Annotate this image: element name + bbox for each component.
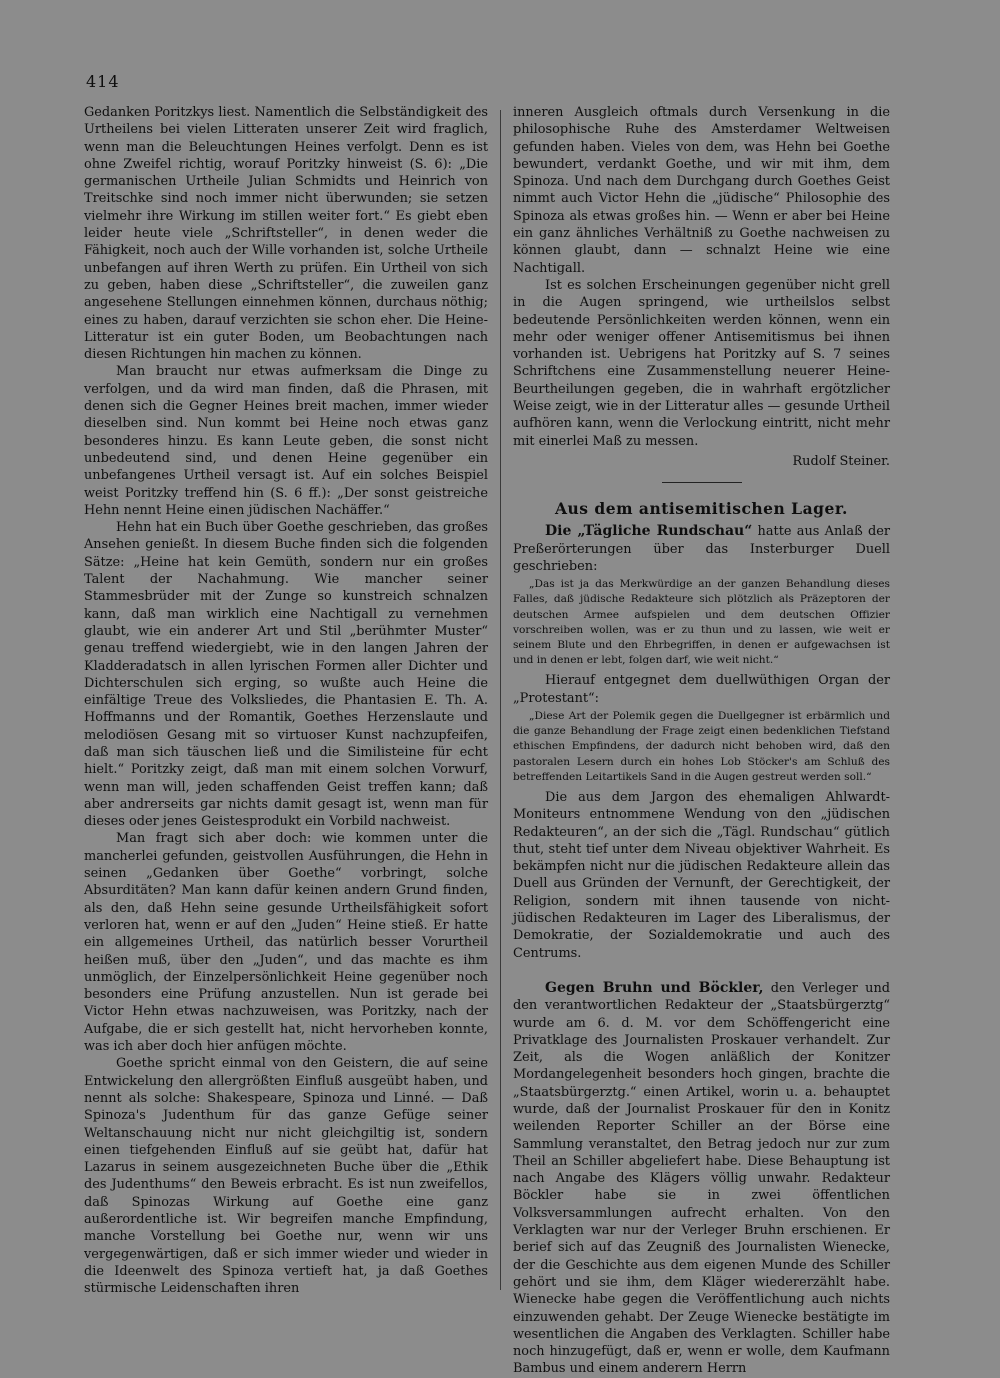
paragraph-lead: Gegen Bruhn und Böckler,: [545, 979, 764, 996]
left-paragraph-4: Man fragt sich aber doch: wie kommen unter die mancherlei gefunden, geistvollen Ausführungen, die Hehn in seinen „Gedanken über Goethe“ vorbringt, solche Absurditäten? Man kann dafür keinen andern Grund finden, als den, daß Hehn seine gesunde Urtheilsfähigkeit sofort verloren hat, wenn er auf den „Juden“ Heine stieß. Er hatte ein allgemeines Urtheil, das natürlich besser Vorurtheil heißen muß, über den „Juden“, und das machte es ihm unmöglich, der Einzelpersönlichkeit Heine gegenüber noch besonders eine Prüfung anzustellen. Nun ist gerade bei Victor Hehn etwas nachzuweisen, was Poritzky, nach der Aufgabe, die er sich gestellt hat, nicht hervorheben konnte, was ich aber doch hier anfügen möchte.: [84, 831, 488, 1055]
paragraph-body: hatte aus Anlaß der Preßerörterungen über das Insterburger Duell geschrieben:: [513, 524, 890, 574]
block-quote-1: „Das ist ja das Merkwürdige an der ganzen Behandlung dieses Falles, daß jüdische Redakteure sich plötzlich als Präzeptoren der deutschen Armee aufspielen und dem deutschen Offizier vorschreiben wollen, was er zu thun und zu lassen, wie weit er seinem Blute und den Ehrbegriffen, in denen er aufgewachsen ist und in denen er lebt, folgen darf, wie weit nicht.“: [513, 578, 890, 667]
left-paragraph-3: Hehn hat ein Buch über Goethe geschrieben, das großes Ansehen genießt. In diesem Buche finden sich die folgenden Sätze: „Heine hat kein Gemüth, sondern nur ein großes Talent der Nachahmung. Wie mancher seiner Stammesbrüder mit der Zunge so kunstreich schnalzen kann, daß man wirklich eine Nachtigall zu vernehmen glaubt, wie ein anderer Art und Stil „berühmter Muster“ genau treffend wiedergiebt, wie in den langen Jahren der Kladderadatsch in allen lyrischen Formen aller Dichter und Dichterschulen sich erging, so wußte auch Heine die einfältige Treue des Volksliedes, die Phantasien E. Th. A. Hoffmanns und der Romantik, Goethes Herzenslaute und melodiösen Gesang mit so virtuoser Kunst nachzupfeifen, daß man sich täuschen ließ und die Similisteine für echt hielt.“ Poritzky zeigt, daß man mit einem solchen Vorwurf, wenn man will, jeden schaffenden Geist treffen kann; daß aber andrerseits gar nichts damit gesagt ist, wenn man für dieses oder jenes Geistesprodukt ein Vorbild nachweist.: [84, 520, 488, 830]
page-number: 414: [86, 72, 120, 91]
section-paragraph-3: Die aus dem Jargon des ehemaligen Ahlwardt-Moniteurs entnommene Wendung von den „jüdischen Redakteuren“, an der sich die „Tägl. Rundschau“ gütlich thut, steht tief unter dem Niveau objektiver Wahrheit. Es bekämpfen nicht nur die jüdischen Redakteure allein das Duell aus Gründen der Vernunft, der Gerechtigkeit, der Religion, sondern mit ihnen tausende von nicht-jüdischen Redakteuren im Lager des Liberalismus, der Demokratie, der Sozialdemokratie und auch des Centrums.: [513, 789, 890, 961]
right-paragraph-2: Ist es solchen Erscheinungen gegenüber nicht grell in die Augen springend, wie urtheilslos selbst bedeutende Persönlichkeiten werden können, wenn ein mehr oder weniger offener Antisemitismus bei ihnen vorhanden ist. Uebrigens hat Poritzky auf S. 7 seines Schriftchens eine Zusammenstellung neuerer Heine-Beurtheilungen gegeben, die in wahrhaft ergötzlicher Weise zeigt, wie in der Litteratur alles — gesunde Urtheil aufhören kann, wenn die Verlockung eintritt, nicht mehr mit einerlei Maß zu messen.: [513, 277, 890, 449]
left-paragraph-1: Gedanken Poritzkys liest. Namentlich die Selbständigkeit des Urtheilens bei vielen Litteraten unserer Zeit wird fraglich, wenn man die Beleuchtungen Heines verfolgt. Denn es ist ohne Zweifel richtig, worauf Poritzky hinweist (S. 6): „Die germanischen Urtheile Julian Schmidts und Heinrich von Treitschke sind noch immer nicht überwunden; sie setzen vielmehr ihre Wirkung im stillen weiter fort.“ Es giebt eben leider heute viele „Schriftsteller“, in denen weder die Fähigkeit, noch auch der Wille vorhanden ist, solche Urtheile unbefangen auf ihren Werth zu prüfen. Ein Urtheil von sich zu geben, haben diese „Schriftsteller“, die zuweilen ganz angesehene Stellungen einnehmen können, durchaus nöthig; eines zu haben, darauf verzichten sie schon eher. Die Heine-Litteratur ist ein guter Boden, um Beobachtungen nach diesen Richtungen hin machen zu können.: [84, 105, 488, 363]
right-paragraph-1: inneren Ausgleich oftmals durch Versenkung in die philosophische Ruhe des Amsterdamer Weltweisen gefunden haben. Vieles von dem, was Hehn bei Goethe bewundert, verdankt Goethe, und wir mit ihm, dem Spinoza. Und nach dem Durchgang durch Goethes Geist nimmt auch Victor Hehn die „jüdische“ Philosophie des Spinoza als etwas großes hin. — Wenn er aber bei Heine ein ganz ähnliches Verhältniß zu Goethe nachweisen zu können glaubt, dann — schnalzt Heine wie eine Nachtigall.: [513, 105, 890, 276]
section-rule: [662, 482, 742, 483]
paragraph-lead: Die „Tägliche Rundschau“: [545, 523, 753, 540]
author-signature: Rudolf Steiner.: [792, 453, 890, 469]
right-column: [513, 104, 890, 1378]
left-paragraph-2: Man braucht nur etwas aufmerksam die Dinge zu verfolgen, und da wird man finden, daß die Phrasen, mit denen sich die Gegner Heines breit machen, immer wieder dieselben sind. Nun kommt bei Heine noch etwas ganz besonderes hinzu. Es kann Leute geben, die sonst nicht unbedeutend sind, und denen Heine gegenüber ein unbefangenes Urtheil versagt ist. Auf ein solches Beispiel weist Poritzky treffend hin (S. 6 ff.): „Der sonst geistreiche Hehn nennt Heine einen jüdischen Nachäffer.“: [84, 364, 488, 518]
left-paragraph-5: Goethe spricht einmal von den Geistern, die auf seine Entwickelung den allergrößten Einfluß ausgeübt haben, und nennt als solche: Shakespeare, Spinoza und Linné. — Daß Spinoza's Judenthum für das ganze Gefüge seiner Weltanschauung nicht nur nicht gleichgiltig ist, sondern einen tiefgehenden Einfluß auf sie geübt hat, dafür hat Lazarus in seinem ausgezeichneten Buche über die „Ethik des Judenthums“ den Beweis erbracht. Es ist nun zweifellos, daß Spinozas Wirkung auf Goethe eine ganz außerordentliche ist. Wir begreifen manche Empfindung, manche Vorstellung bei Goethe nur, wenn wir uns vergegenwärtigen, daß er sich immer wieder und wieder in die Ideenwelt des Spinoza vertieft hat, ja daß Goethes stürmische Leidenschaften ihren: [84, 1056, 488, 1297]
section-paragraph-4: [513, 980, 890, 1378]
section-paragraph-1: [513, 523, 890, 575]
paragraph-body: den Verleger und den verantwortlichen Redakteur der „Staatsbürgerztg“ wurde am 6. d. M. vor dem Schöffengericht eine Privatklage des Journalisten Proskauer verhandelt. Zur Zeit, als die Wogen anläßlich der Konitzer Mordangelegenheit besonders hoch gingen, brachte die „Staatsbürgerztg.“ einen Artikel, worin u. a. behauptet wurde, daß der Journalist Proskauer für den in Konitz weilenden Reporter Schiller an der Börse eine Sammlung veranstaltet, den Betrag jedoch nur zur zum Theil an Schiller abgeliefert habe. Diese Behauptung ist nach Angabe des Klägers völlig unwahr. Redakteur Böckler habe sie in zwei öffentlichen Volksversammlungen aufrecht erhalten. Von den Verklagten war nur der Verleger Bruhn erschienen. Er berief sich auf das Zeugniß des Journalisten Wienecke, der die Geschichte aus dem eigenen Munde des Schiller gehört und sie ihm, dem Kläger wiedererzählt habe. Wienecke habe gegen die Veröffentlichung auch nichts einzuwenden gehabt. Der Zeuge Wienecke bestätigte im wesentlichen die Angaben des Verklagten. Schiller habe noch hinzugefügt, daß er, wenn er wolle, dem Kaufmann Bambus und einem anderern Herrn: [513, 980, 891, 1377]
block-quote-2: „Diese Art der Polemik gegen die Duellgegner ist erbärmlich und die ganze Behandlung der Frage zeigt einen bedenklichen Tiefstand ethischen Empfindens, der dadurch nicht behoben wird, daß den pastoralen Lesern durch ein hohes Lob Stöcker's am Schluß des betreffenden Leitartikels Sand in die Augen gestreut werden soll.“: [513, 709, 890, 783]
section-heading: Aus dem antisemitischen Lager.: [555, 499, 848, 519]
left-column: [84, 104, 488, 1297]
column-divider: [500, 110, 501, 1290]
section-paragraph-2: Hierauf entgegnet dem duellwüthigen Organ der „Protestant“:: [513, 673, 890, 706]
